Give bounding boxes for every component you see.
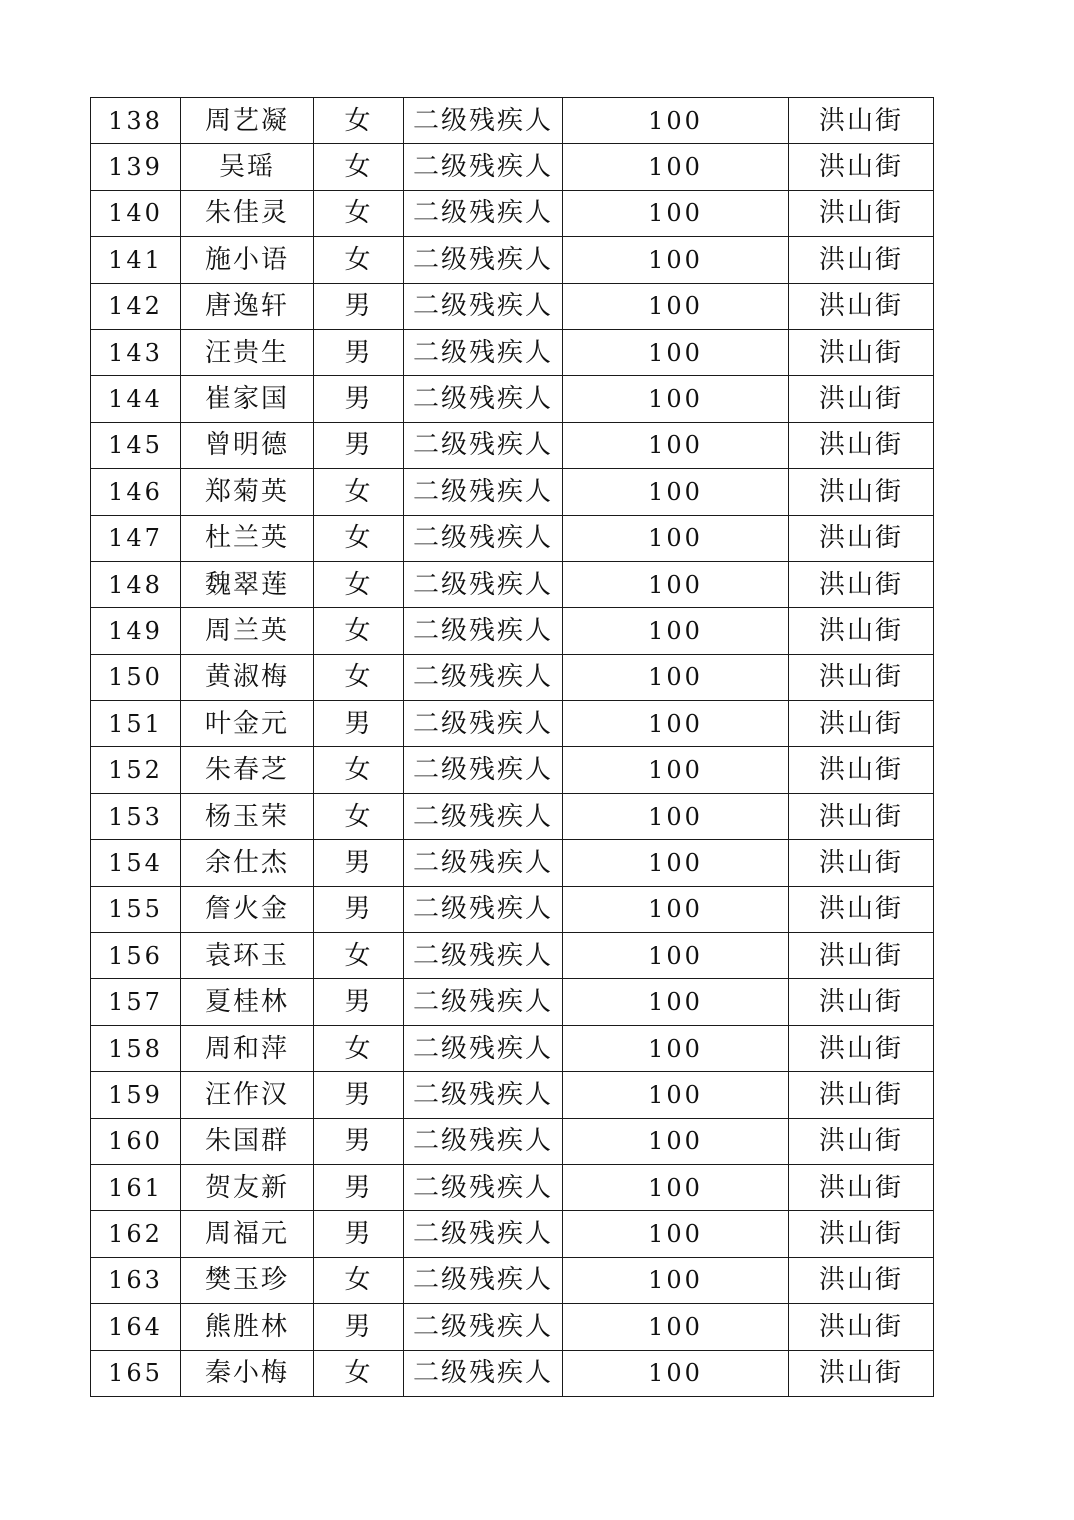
name-cell: 叶金元 [181, 701, 314, 747]
amount-cell: 100 [563, 840, 789, 886]
street-cell: 洪山街 [789, 469, 934, 515]
gender-cell: 女 [314, 190, 404, 236]
gender-cell: 女 [314, 747, 404, 793]
disability-level-cell: 二级残疾人 [404, 515, 563, 561]
gender-cell: 女 [314, 237, 404, 283]
disability-level-cell: 二级残疾人 [404, 1211, 563, 1257]
name-cell: 汪贵生 [181, 329, 314, 375]
row-number-cell: 157 [91, 979, 181, 1025]
table-row [91, 1025, 934, 1071]
street-cell: 洪山街 [789, 701, 934, 747]
street-cell: 洪山街 [789, 237, 934, 283]
row-number-cell: 162 [91, 1211, 181, 1257]
amount-cell: 100 [563, 422, 789, 468]
disability-level-cell: 二级残疾人 [404, 654, 563, 700]
gender-cell: 男 [314, 422, 404, 468]
amount-cell: 100 [563, 933, 789, 979]
table-row [91, 515, 934, 561]
gender-cell: 男 [314, 979, 404, 1025]
amount-cell: 100 [563, 1164, 789, 1210]
table-row [91, 1164, 934, 1210]
gender-cell: 男 [314, 886, 404, 932]
subsidy-roster-table [90, 97, 934, 1397]
gender-cell: 男 [314, 376, 404, 422]
name-cell: 黄淑梅 [181, 654, 314, 700]
street-cell: 洪山街 [789, 747, 934, 793]
street-cell: 洪山街 [789, 1118, 934, 1164]
disability-level-cell: 二级残疾人 [404, 701, 563, 747]
name-cell: 周兰英 [181, 608, 314, 654]
table-row [91, 840, 934, 886]
row-number-cell: 153 [91, 793, 181, 839]
gender-cell: 女 [314, 1350, 404, 1396]
row-number-cell: 155 [91, 886, 181, 932]
amount-cell: 100 [563, 886, 789, 932]
row-number-cell: 138 [91, 98, 181, 144]
disability-level-cell: 二级残疾人 [404, 979, 563, 1025]
gender-cell: 男 [314, 840, 404, 886]
name-cell: 朱佳灵 [181, 190, 314, 236]
street-cell: 洪山街 [789, 654, 934, 700]
street-cell: 洪山街 [789, 283, 934, 329]
table-row [91, 793, 934, 839]
name-cell: 熊胜林 [181, 1304, 314, 1350]
street-cell: 洪山街 [789, 608, 934, 654]
gender-cell: 女 [314, 515, 404, 561]
gender-cell: 男 [314, 1304, 404, 1350]
amount-cell: 100 [563, 469, 789, 515]
amount-cell: 100 [563, 1257, 789, 1303]
amount-cell: 100 [563, 1118, 789, 1164]
row-number-cell: 165 [91, 1350, 181, 1396]
street-cell: 洪山街 [789, 933, 934, 979]
row-number-cell: 150 [91, 654, 181, 700]
name-cell: 杜兰英 [181, 515, 314, 561]
row-number-cell: 139 [91, 144, 181, 190]
name-cell: 郑菊英 [181, 469, 314, 515]
disability-level-cell: 二级残疾人 [404, 1025, 563, 1071]
table-row [91, 747, 934, 793]
row-number-cell: 163 [91, 1257, 181, 1303]
gender-cell: 女 [314, 561, 404, 607]
amount-cell: 100 [563, 237, 789, 283]
name-cell: 朱国群 [181, 1118, 314, 1164]
street-cell: 洪山街 [789, 376, 934, 422]
table-row [91, 469, 934, 515]
gender-cell: 女 [314, 144, 404, 190]
row-number-cell: 148 [91, 561, 181, 607]
amount-cell: 100 [563, 144, 789, 190]
name-cell: 贺友新 [181, 1164, 314, 1210]
name-cell: 汪作汉 [181, 1072, 314, 1118]
street-cell: 洪山街 [789, 1025, 934, 1071]
amount-cell: 100 [563, 1072, 789, 1118]
row-number-cell: 164 [91, 1304, 181, 1350]
disability-level-cell: 二级残疾人 [404, 840, 563, 886]
street-cell: 洪山街 [789, 1164, 934, 1210]
disability-level-cell: 二级残疾人 [404, 98, 563, 144]
table-row [91, 608, 934, 654]
amount-cell: 100 [563, 98, 789, 144]
street-cell: 洪山街 [789, 422, 934, 468]
amount-cell: 100 [563, 376, 789, 422]
table-row [91, 190, 934, 236]
disability-level-cell: 二级残疾人 [404, 1257, 563, 1303]
row-number-cell: 160 [91, 1118, 181, 1164]
row-number-cell: 141 [91, 237, 181, 283]
name-cell: 周福元 [181, 1211, 314, 1257]
gender-cell: 男 [314, 1118, 404, 1164]
table-row [91, 1257, 934, 1303]
name-cell: 杨玉荣 [181, 793, 314, 839]
disability-level-cell: 二级残疾人 [404, 933, 563, 979]
street-cell: 洪山街 [789, 979, 934, 1025]
table-row [91, 283, 934, 329]
name-cell: 周和萍 [181, 1025, 314, 1071]
table-row [91, 979, 934, 1025]
disability-level-cell: 二级残疾人 [404, 1304, 563, 1350]
row-number-cell: 149 [91, 608, 181, 654]
disability-level-cell: 二级残疾人 [404, 144, 563, 190]
gender-cell: 女 [314, 654, 404, 700]
name-cell: 魏翠莲 [181, 561, 314, 607]
amount-cell: 100 [563, 1304, 789, 1350]
amount-cell: 100 [563, 608, 789, 654]
gender-cell: 女 [314, 469, 404, 515]
name-cell: 樊玉珍 [181, 1257, 314, 1303]
disability-level-cell: 二级残疾人 [404, 1118, 563, 1164]
row-number-cell: 158 [91, 1025, 181, 1071]
disability-level-cell: 二级残疾人 [404, 747, 563, 793]
amount-cell: 100 [563, 701, 789, 747]
amount-cell: 100 [563, 793, 789, 839]
street-cell: 洪山街 [789, 1350, 934, 1396]
name-cell: 崔家国 [181, 376, 314, 422]
row-number-cell: 154 [91, 840, 181, 886]
street-cell: 洪山街 [789, 98, 934, 144]
gender-cell: 男 [314, 1164, 404, 1210]
table-row [91, 1072, 934, 1118]
table-row [91, 1211, 934, 1257]
table-row [91, 886, 934, 932]
disability-level-cell: 二级残疾人 [404, 561, 563, 607]
street-cell: 洪山街 [789, 515, 934, 561]
disability-level-cell: 二级残疾人 [404, 1164, 563, 1210]
name-cell: 詹火金 [181, 886, 314, 932]
street-cell: 洪山街 [789, 329, 934, 375]
amount-cell: 100 [563, 1350, 789, 1396]
table-row [91, 1350, 934, 1396]
table-row [91, 1304, 934, 1350]
street-cell: 洪山街 [789, 886, 934, 932]
disability-level-cell: 二级残疾人 [404, 469, 563, 515]
row-number-cell: 161 [91, 1164, 181, 1210]
gender-cell: 女 [314, 933, 404, 979]
disability-level-cell: 二级残疾人 [404, 422, 563, 468]
name-cell: 唐逸轩 [181, 283, 314, 329]
amount-cell: 100 [563, 329, 789, 375]
disability-level-cell: 二级残疾人 [404, 1350, 563, 1396]
row-number-cell: 145 [91, 422, 181, 468]
row-number-cell: 144 [91, 376, 181, 422]
street-cell: 洪山街 [789, 1257, 934, 1303]
table-row [91, 98, 934, 144]
name-cell: 曾明德 [181, 422, 314, 468]
name-cell: 朱春芝 [181, 747, 314, 793]
amount-cell: 100 [563, 979, 789, 1025]
street-cell: 洪山街 [789, 1304, 934, 1350]
disability-level-cell: 二级残疾人 [404, 329, 563, 375]
street-cell: 洪山街 [789, 1211, 934, 1257]
amount-cell: 100 [563, 190, 789, 236]
table-row [91, 144, 934, 190]
row-number-cell: 159 [91, 1072, 181, 1118]
name-cell: 余仕杰 [181, 840, 314, 886]
table-row [91, 701, 934, 747]
roster-table-body [91, 98, 934, 1397]
table-row [91, 561, 934, 607]
disability-level-cell: 二级残疾人 [404, 237, 563, 283]
gender-cell: 男 [314, 283, 404, 329]
disability-level-cell: 二级残疾人 [404, 608, 563, 654]
amount-cell: 100 [563, 1025, 789, 1071]
amount-cell: 100 [563, 283, 789, 329]
name-cell: 施小语 [181, 237, 314, 283]
name-cell: 夏桂林 [181, 979, 314, 1025]
street-cell: 洪山街 [789, 840, 934, 886]
gender-cell: 女 [314, 608, 404, 654]
gender-cell: 女 [314, 1025, 404, 1071]
disability-level-cell: 二级残疾人 [404, 793, 563, 839]
disability-level-cell: 二级残疾人 [404, 1072, 563, 1118]
gender-cell: 男 [314, 1072, 404, 1118]
row-number-cell: 152 [91, 747, 181, 793]
gender-cell: 男 [314, 1211, 404, 1257]
gender-cell: 女 [314, 98, 404, 144]
gender-cell: 女 [314, 1257, 404, 1303]
table-row [91, 422, 934, 468]
row-number-cell: 143 [91, 329, 181, 375]
name-cell: 周艺凝 [181, 98, 314, 144]
street-cell: 洪山街 [789, 1072, 934, 1118]
row-number-cell: 142 [91, 283, 181, 329]
disability-level-cell: 二级残疾人 [404, 376, 563, 422]
table-row [91, 1118, 934, 1164]
street-cell: 洪山街 [789, 144, 934, 190]
row-number-cell: 140 [91, 190, 181, 236]
name-cell: 秦小梅 [181, 1350, 314, 1396]
amount-cell: 100 [563, 561, 789, 607]
disability-level-cell: 二级残疾人 [404, 886, 563, 932]
row-number-cell: 151 [91, 701, 181, 747]
gender-cell: 男 [314, 701, 404, 747]
table-row [91, 654, 934, 700]
table-row [91, 933, 934, 979]
street-cell: 洪山街 [789, 561, 934, 607]
row-number-cell: 156 [91, 933, 181, 979]
name-cell: 吴瑶 [181, 144, 314, 190]
disability-level-cell: 二级残疾人 [404, 190, 563, 236]
amount-cell: 100 [563, 747, 789, 793]
street-cell: 洪山街 [789, 190, 934, 236]
row-number-cell: 146 [91, 469, 181, 515]
table-row [91, 237, 934, 283]
amount-cell: 100 [563, 1211, 789, 1257]
street-cell: 洪山街 [789, 793, 934, 839]
name-cell: 袁环玉 [181, 933, 314, 979]
row-number-cell: 147 [91, 515, 181, 561]
disability-level-cell: 二级残疾人 [404, 283, 563, 329]
amount-cell: 100 [563, 654, 789, 700]
amount-cell: 100 [563, 515, 789, 561]
table-row [91, 329, 934, 375]
gender-cell: 女 [314, 793, 404, 839]
gender-cell: 男 [314, 329, 404, 375]
table-row [91, 376, 934, 422]
